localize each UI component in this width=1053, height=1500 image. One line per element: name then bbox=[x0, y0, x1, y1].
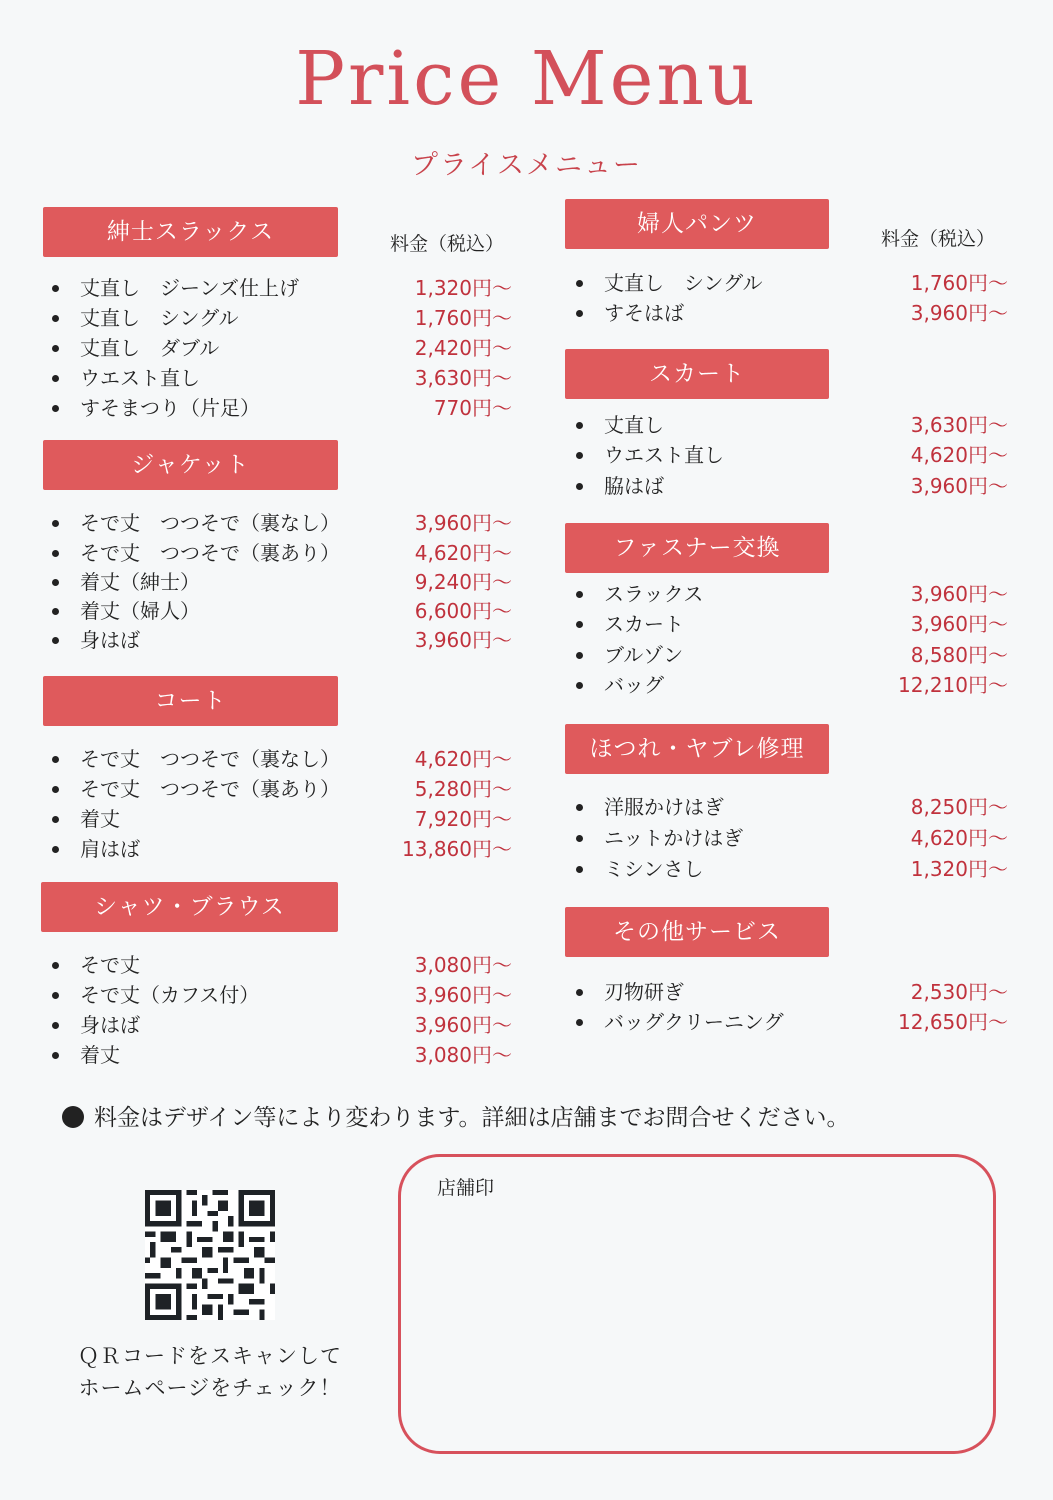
item-price: 1,760円〜 bbox=[414, 306, 512, 330]
category-header-other-services: その他サービス bbox=[565, 907, 829, 957]
list-item bbox=[52, 538, 512, 568]
item-name: 着丈 bbox=[80, 807, 120, 831]
item-name: 着丈 bbox=[80, 1043, 120, 1067]
list-item bbox=[52, 567, 512, 597]
category-header-zipper: ファスナー交換 bbox=[565, 523, 829, 573]
list-item bbox=[576, 977, 1008, 1007]
item-price: 6,600円〜 bbox=[414, 599, 512, 623]
item-name: そで丈 bbox=[80, 953, 140, 977]
category-header-jacket: ジャケット bbox=[43, 440, 338, 490]
category-header-shirt-blouse: シャツ・ブラウス bbox=[41, 882, 338, 932]
store-stamp-box bbox=[398, 1154, 996, 1454]
item-name: 脇はば bbox=[604, 474, 664, 498]
item-name: スカート bbox=[604, 612, 684, 636]
bullet-icon bbox=[52, 315, 59, 322]
item-price: 4,620円〜 bbox=[910, 443, 1008, 467]
bullet-icon bbox=[576, 422, 583, 429]
item-name: ウエスト直し bbox=[604, 443, 724, 467]
qr-code-icon[interactable] bbox=[145, 1190, 275, 1320]
list-item bbox=[52, 804, 512, 834]
page-subtitle: プライスメニュー bbox=[411, 150, 642, 181]
list-item bbox=[52, 774, 512, 804]
bullet-icon bbox=[52, 756, 59, 763]
list-item bbox=[52, 744, 512, 774]
bullet-icon bbox=[576, 835, 583, 842]
list-item bbox=[576, 854, 1008, 884]
item-price: 8,580円〜 bbox=[910, 643, 1008, 667]
item-name: 丈直し bbox=[604, 413, 664, 437]
bullet-icon bbox=[52, 579, 59, 586]
item-price: 12,650円〜 bbox=[898, 1010, 1008, 1034]
list-item bbox=[576, 471, 1008, 501]
bullet-icon bbox=[52, 345, 59, 352]
item-price: 2,420円〜 bbox=[414, 336, 512, 360]
item-price: 8,250円〜 bbox=[910, 795, 1008, 819]
bullet-icon bbox=[576, 804, 583, 811]
item-price: 3,960円〜 bbox=[910, 612, 1008, 636]
bullet-icon bbox=[576, 452, 583, 459]
item-price: 3,960円〜 bbox=[414, 628, 512, 652]
category-header-mens-slacks: 紳士スラックス bbox=[43, 207, 338, 257]
list-item bbox=[576, 670, 1008, 700]
item-name: そで丈 つつそで（裏なし） bbox=[80, 747, 340, 771]
item-price: 770円〜 bbox=[433, 396, 512, 420]
item-name: 着丈（婦人） bbox=[80, 599, 200, 623]
qr-caption-line-2: ホームページをチェック！ bbox=[78, 1376, 342, 1400]
item-name: 丈直し シングル bbox=[604, 271, 763, 295]
bullet-icon bbox=[576, 652, 583, 659]
item-price: 1,320円〜 bbox=[910, 857, 1008, 881]
item-name: スラックス bbox=[604, 582, 704, 606]
item-name: そで丈 つつそで（裏あり） bbox=[80, 777, 340, 801]
list-item bbox=[52, 1040, 512, 1070]
bullet-icon bbox=[52, 962, 59, 969]
bullet-icon bbox=[576, 989, 583, 996]
page-title: Price Menu bbox=[295, 36, 758, 122]
item-name: そで丈 つつそで（裏あり） bbox=[80, 541, 340, 565]
list-item bbox=[52, 363, 512, 393]
list-item bbox=[52, 1010, 512, 1040]
item-name: バッグクリーニング bbox=[604, 1010, 784, 1034]
item-name: ウエスト直し bbox=[80, 366, 200, 390]
list-item bbox=[52, 273, 512, 303]
list-item bbox=[576, 1007, 1008, 1037]
item-price: 3,960円〜 bbox=[910, 474, 1008, 498]
bullet-icon bbox=[52, 637, 59, 644]
item-price: 5,280円〜 bbox=[414, 777, 512, 801]
item-price: 3,960円〜 bbox=[414, 1013, 512, 1037]
bullet-icon bbox=[62, 1106, 84, 1128]
list-item bbox=[576, 268, 1008, 298]
store-stamp-label: 店舗印 bbox=[437, 1177, 495, 1199]
qr-caption bbox=[60, 1340, 360, 1404]
item-name: 刃物研ぎ bbox=[604, 980, 684, 1004]
list-item bbox=[52, 303, 512, 333]
item-name: 丈直し シングル bbox=[80, 306, 239, 330]
list-item bbox=[52, 333, 512, 363]
bullet-icon bbox=[52, 1052, 59, 1059]
item-price: 3,630円〜 bbox=[414, 366, 512, 390]
bullet-icon bbox=[52, 550, 59, 557]
list-item bbox=[52, 393, 512, 423]
list-item bbox=[576, 440, 1008, 470]
list-item bbox=[52, 834, 512, 864]
list-item bbox=[576, 410, 1008, 440]
bullet-icon bbox=[576, 310, 583, 317]
bullet-icon bbox=[576, 621, 583, 628]
item-name: 肩はば bbox=[80, 837, 140, 861]
list-item bbox=[576, 579, 1008, 609]
item-price: 13,860円〜 bbox=[402, 837, 512, 861]
list-item bbox=[576, 640, 1008, 670]
bullet-icon bbox=[52, 786, 59, 793]
list-item bbox=[576, 823, 1008, 853]
category-header-coat: コート bbox=[43, 676, 338, 726]
item-name: 身はば bbox=[80, 628, 140, 652]
item-name: バッグ bbox=[604, 673, 664, 697]
item-price: 7,920円〜 bbox=[414, 807, 512, 831]
item-price: 3,080円〜 bbox=[414, 953, 512, 977]
bullet-icon bbox=[52, 608, 59, 615]
item-name: ミシンさし bbox=[604, 857, 704, 881]
item-price: 3,960円〜 bbox=[414, 983, 512, 1007]
list-item bbox=[52, 596, 512, 626]
item-price: 3,960円〜 bbox=[910, 582, 1008, 606]
bullet-icon bbox=[52, 375, 59, 382]
item-name: ニットかけはぎ bbox=[604, 826, 744, 850]
bullet-icon bbox=[576, 280, 583, 287]
item-price: 2,530円〜 bbox=[910, 980, 1008, 1004]
bullet-icon bbox=[52, 816, 59, 823]
item-price: 9,240円〜 bbox=[414, 570, 512, 594]
item-name: 着丈（紳士） bbox=[80, 570, 200, 594]
item-price: 3,960円〜 bbox=[910, 301, 1008, 325]
item-name: 丈直し ダブル bbox=[80, 336, 220, 360]
bullet-icon bbox=[52, 846, 59, 853]
item-price: 1,760円〜 bbox=[910, 271, 1008, 295]
item-name: 洋服かけはぎ bbox=[604, 795, 724, 819]
list-item bbox=[52, 980, 512, 1010]
bullet-icon bbox=[576, 483, 583, 490]
item-price: 12,210円〜 bbox=[898, 673, 1008, 697]
item-name: そで丈 つつそで（裏なし） bbox=[80, 511, 340, 535]
bullet-icon bbox=[52, 285, 59, 292]
list-item bbox=[576, 792, 1008, 822]
price-column-header-left: 料金（税込） bbox=[390, 233, 505, 255]
list-item bbox=[576, 298, 1008, 328]
bullet-icon bbox=[52, 520, 59, 527]
bullet-icon bbox=[576, 1019, 583, 1026]
item-price: 1,320円〜 bbox=[414, 276, 512, 300]
price-column-header-right: 料金（税込） bbox=[881, 228, 996, 250]
list-item bbox=[52, 950, 512, 980]
price-note-text: 料金はデザイン等により変わります。詳細は店舗までお問合せください。 bbox=[94, 1105, 850, 1131]
bullet-icon bbox=[576, 591, 583, 598]
item-name: ブルゾン bbox=[604, 643, 684, 667]
item-price: 3,960円〜 bbox=[414, 511, 512, 535]
item-name: すそまつり（片足） bbox=[80, 396, 260, 420]
item-price: 3,080円〜 bbox=[414, 1043, 512, 1067]
list-item bbox=[52, 625, 512, 655]
category-header-womens-pants: 婦人パンツ bbox=[565, 199, 829, 249]
item-price: 4,620円〜 bbox=[414, 541, 512, 565]
bullet-icon bbox=[52, 405, 59, 412]
item-name: 丈直し ジーンズ仕上げ bbox=[80, 276, 299, 300]
category-header-skirt: スカート bbox=[565, 349, 829, 399]
bullet-icon bbox=[52, 1022, 59, 1029]
price-note bbox=[62, 1098, 1022, 1138]
list-item bbox=[576, 609, 1008, 639]
item-name: すそはば bbox=[604, 301, 684, 325]
item-price: 4,620円〜 bbox=[414, 747, 512, 771]
bullet-icon bbox=[52, 992, 59, 999]
bullet-icon bbox=[576, 682, 583, 689]
item-name: 身はば bbox=[80, 1013, 140, 1037]
category-header-repair: ほつれ・ヤブレ修理 bbox=[565, 724, 829, 774]
qr-caption-line-1: ＱＲコードをスキャンして bbox=[78, 1344, 342, 1368]
item-name: そで丈（カフス付） bbox=[80, 983, 260, 1007]
item-price: 3,630円〜 bbox=[910, 413, 1008, 437]
bullet-icon bbox=[576, 866, 583, 873]
item-price: 4,620円〜 bbox=[910, 826, 1008, 850]
list-item bbox=[52, 508, 512, 538]
